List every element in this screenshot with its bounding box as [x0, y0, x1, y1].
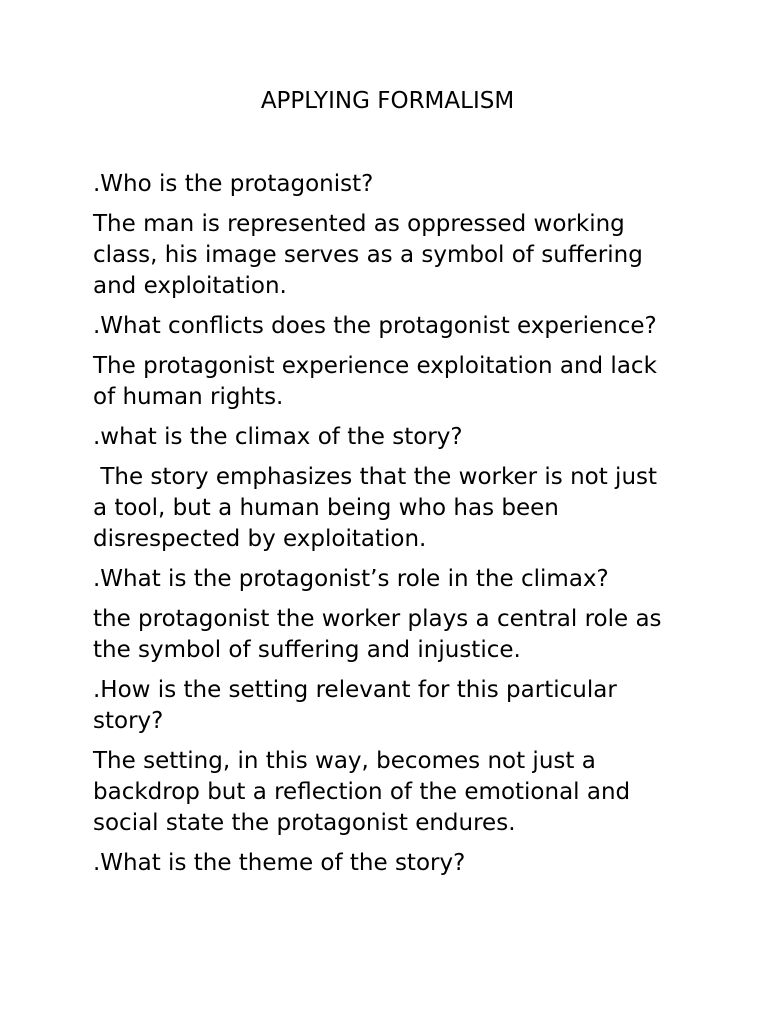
document-title: APPLYING FORMALISM	[260, 88, 515, 114]
answer-5: The setting, in this way, becomes not just a backdrop but a reflection of the emotional and social state the protagonist endures.	[93, 748, 638, 836]
question-2: .What conflicts does the protagonist experience?	[93, 313, 657, 339]
question-5: .How is the setting relevant for this particular story?	[93, 677, 625, 734]
question-6: .What is the theme of the story?	[93, 850, 466, 876]
question-1: .Who is the protagonist?	[93, 171, 374, 197]
question-4: .What is the protagonist’s role in the climax?	[93, 566, 609, 592]
answer-2: The protagonist experience exploitation and lack of human rights.	[93, 353, 665, 410]
question-3: .what is the climax of the story?	[93, 424, 463, 450]
answer-3: The story emphasizes that the worker is not just a tool, but a human being who has been disrespected by exploitation.	[93, 464, 665, 552]
answer-1: The man is represented as oppressed working class, his image serves as a symbol of suffering and exploitation.	[93, 211, 651, 299]
answer-4: the protagonist the worker plays a central role as the symbol of suffering and injustice.	[93, 606, 669, 663]
